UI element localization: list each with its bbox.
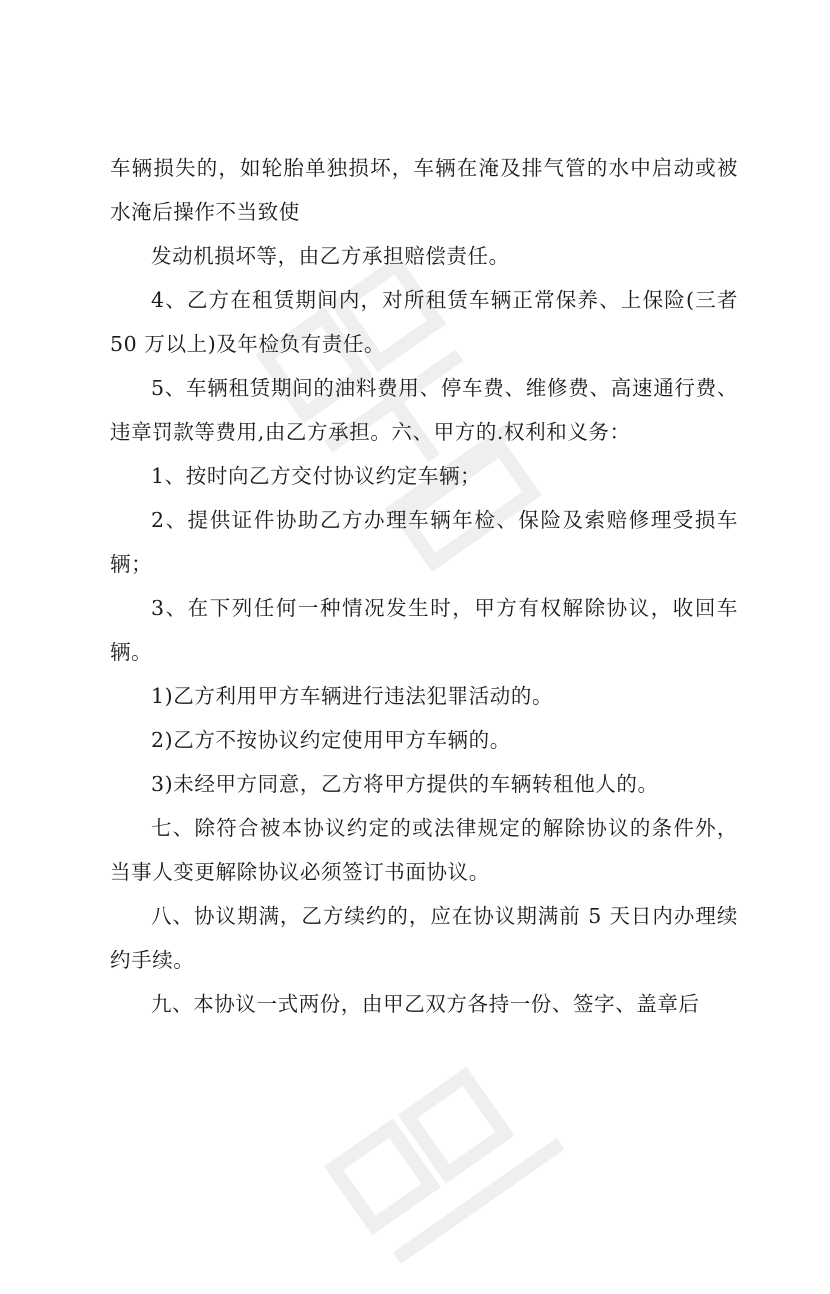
paragraph-section-eight: 八、协议期满，乙方续约的，应在协议期满前 5 天日内办理续约手续。: [110, 904, 738, 972]
paragraph-terminate-rights: 3、在下列任何一种情况发生时，甲方有权解除协议，收回车辆。: [110, 596, 738, 664]
paragraph-sublease: 3)未经甲方同意，乙方将甲方提供的车辆转租他人的。: [151, 772, 659, 796]
watermark-logo-icon-bottom: [306, 1026, 594, 1294]
paragraph-maintenance-insurance: 4、乙方在租赁期间内，对所租赁车辆正常保养、上保险(三者 50 万以上)及年检负有责任。: [110, 288, 738, 356]
paragraph-vehicle-loss: 车辆损失的，如轮胎单独损坏，车辆在淹及排气管的水中启动或被水淹后操作不当致使: [110, 156, 738, 224]
document-body: [110, 146, 738, 1026]
paragraph-improper-use: 2)乙方不按协议约定使用甲方车辆的。: [151, 728, 511, 752]
paragraph-engine-damage: 发动机损坏等，由乙方承担赔偿责任。: [151, 244, 510, 268]
paragraph-section-seven: 七、除符合被本协议约定的或法律规定的解除协议的条件外，当事人变更解除协议必须签订书面协议。: [110, 816, 738, 884]
paragraph-rental-costs: 5、车辆租赁期间的油料费用、停车费、维修费、高速通行费、违章罚款等费用,由乙方承担。六、甲方的.权利和义务：: [110, 376, 738, 444]
paragraph-deliver-vehicle: 1、按时向乙方交付协议约定车辆；: [151, 464, 482, 488]
paragraph-provide-documents: 2、提供证件协助乙方办理车辆年检、保险及索赔修理受损车辆；: [110, 508, 738, 576]
paragraph-section-nine: 九、本协议一式两份，由甲乙双方各持一份、签字、盖章后: [151, 992, 700, 1016]
paragraph-illegal-activity: 1)乙方利用甲方车辆进行违法犯罪活动的。: [151, 684, 554, 708]
